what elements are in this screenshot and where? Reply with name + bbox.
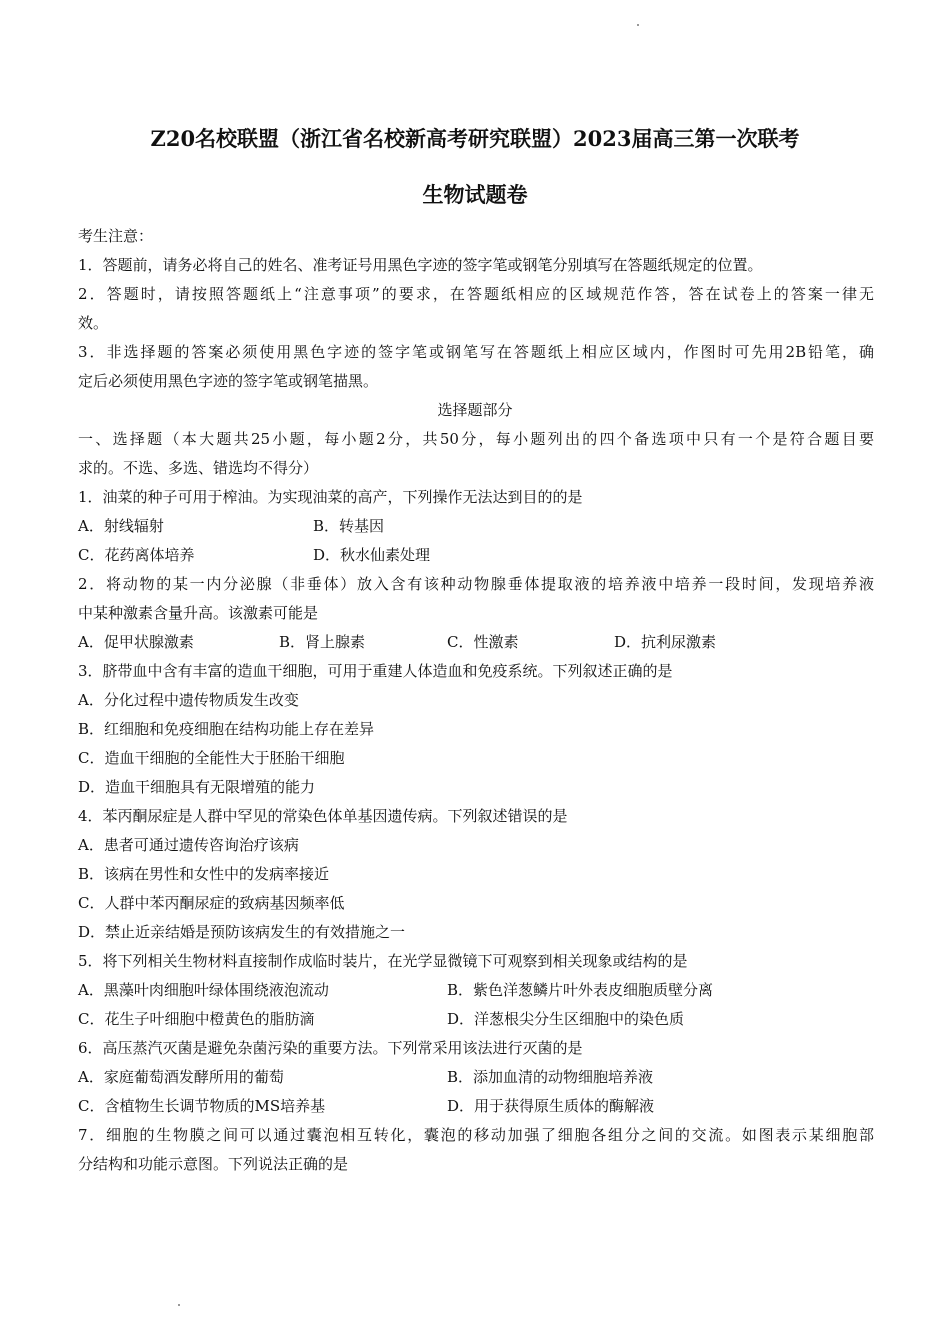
question-5-stem: 5．将下列相关生物材料直接制作成临时装片，在光学显微镜下可观察到相关现象或结构的是: [78, 952, 688, 970]
exam-title: Z20名校联盟（浙江省名校新高考研究联盟）2023届高三第一次联考: [150, 126, 800, 151]
question-1-option-b: B．转基因: [313, 517, 385, 535]
question-7-stem-line-1: 7．细胞的生物膜之间可以通过囊泡相互转化，囊泡的移动加强了细胞各组分之间的交流。如图表示某细胞部: [78, 1126, 874, 1144]
question-1-option-c: C．花药离体培养: [78, 546, 195, 564]
question-6-option-b: B．添加血清的动物细胞培养液: [447, 1068, 654, 1086]
question-5-option-d: D．洋葱根尖分生区细胞中的染色质: [447, 1010, 685, 1028]
question-4-stem: 4．苯丙酮尿症是人群中罕见的常染色体单基因遗传病。下列叙述错误的是: [78, 807, 568, 825]
notice-heading: 考生注意：: [78, 227, 154, 245]
section-intro-line-1: 一、选择题（本大题共25小题，每小题2分，共50分，每小题列出的四个备选项中只有一个是符合题目要: [78, 430, 874, 448]
question-7-stem-line-2: 分结构和功能示意图。下列说法正确的是: [78, 1155, 349, 1173]
question-2-option-c: C．性激素: [447, 633, 519, 651]
notice-item-2-line-2: 效。: [78, 314, 109, 332]
scan-speck: [178, 1304, 180, 1306]
question-2-stem-line-2: 中某种激素含量升高。该激素可能是: [78, 604, 319, 622]
question-2-option-d: D．抗利尿激素: [614, 633, 717, 651]
question-1-option-a: A．射线辐射: [78, 517, 164, 535]
question-3-option-c: C．造血干细胞的全能性大于胚胎干细胞: [78, 749, 345, 767]
question-4-option-b: B．该病在男性和女性中的发病率接近: [78, 865, 330, 883]
question-3-option-d: D．造血干细胞具有无限增殖的能力: [78, 778, 316, 796]
question-5-option-b: B．紫色洋葱鳞片叶外表皮细胞质壁分离: [447, 981, 714, 999]
question-6-option-d: D．用于获得原生质体的酶解液: [447, 1097, 655, 1115]
question-6-option-a: A．家庭葡萄酒发酵所用的葡萄: [78, 1068, 284, 1086]
question-5-option-c: C．花生子叶细胞中橙黄色的脂肪滴: [78, 1010, 315, 1028]
question-3-option-b: B．红细胞和免疫细胞在结构功能上存在差异: [78, 720, 375, 738]
question-3-option-a: A．分化过程中遗传物质发生改变: [78, 691, 299, 709]
question-1-stem: 1．油菜的种子可用于榨油。为实现油菜的高产，下列操作无法达到目的的是: [78, 488, 583, 506]
notice-item-1: 1．答题前，请务必将自己的姓名、准考证号用黑色字迹的签字笔或钢笔分别填写在答题纸规定的位置。: [78, 256, 763, 274]
section-intro-line-2: 求的。不选、多选、错选均不得分）: [78, 459, 319, 477]
question-5-option-a: A．黑藻叶肉细胞叶绿体围绕液泡流动: [78, 981, 329, 999]
question-6-stem: 6．高压蒸汽灭菌是避免杂菌污染的重要方法。下列常采用该法进行灭菌的是: [78, 1039, 583, 1057]
question-4-option-a: A．患者可通过遗传咨询治疗该病: [78, 836, 299, 854]
scan-speck: [637, 24, 639, 26]
exam-subtitle: 生物试题卷: [422, 182, 528, 207]
question-3-stem: 3．脐带血中含有丰富的造血干细胞，可用于重建人体造血和免疫系统。下列叙述正确的是: [78, 662, 673, 680]
question-2-stem-line-1: 2．将动物的某一内分泌腺（非垂体）放入含有该种动物腺垂体提取液的培养液中培养一段时间，发现培养液: [78, 575, 874, 593]
section-title: 选择题部分: [437, 401, 513, 419]
question-2-option-a: A．促甲状腺激素: [78, 633, 194, 651]
question-4-option-c: C．人群中苯丙酮尿症的致病基因频率低: [78, 894, 345, 912]
question-4-option-d: D．禁止近亲结婚是预防该病发生的有效措施之一: [78, 923, 406, 941]
notice-item-3-line-2: 定后必须使用黑色字迹的签字笔或钢笔描黑。: [78, 372, 379, 390]
notice-item-3-line-1: 3．非选择题的答案必须使用黑色字迹的签字笔或钢笔写在答题纸上相应区域内，作图时可先用2B铅笔，确: [78, 343, 874, 361]
question-2-option-b: B．肾上腺素: [279, 633, 366, 651]
question-1-option-d: D．秋水仙素处理: [313, 546, 431, 564]
notice-item-2-line-1: 2．答题时，请按照答题纸上“注意事项”的要求，在答题纸相应的区域规范作答，答在试卷上的答案一律无: [78, 285, 874, 303]
question-6-option-c: C．含植物生长调节物质的MS培养基: [78, 1097, 326, 1115]
